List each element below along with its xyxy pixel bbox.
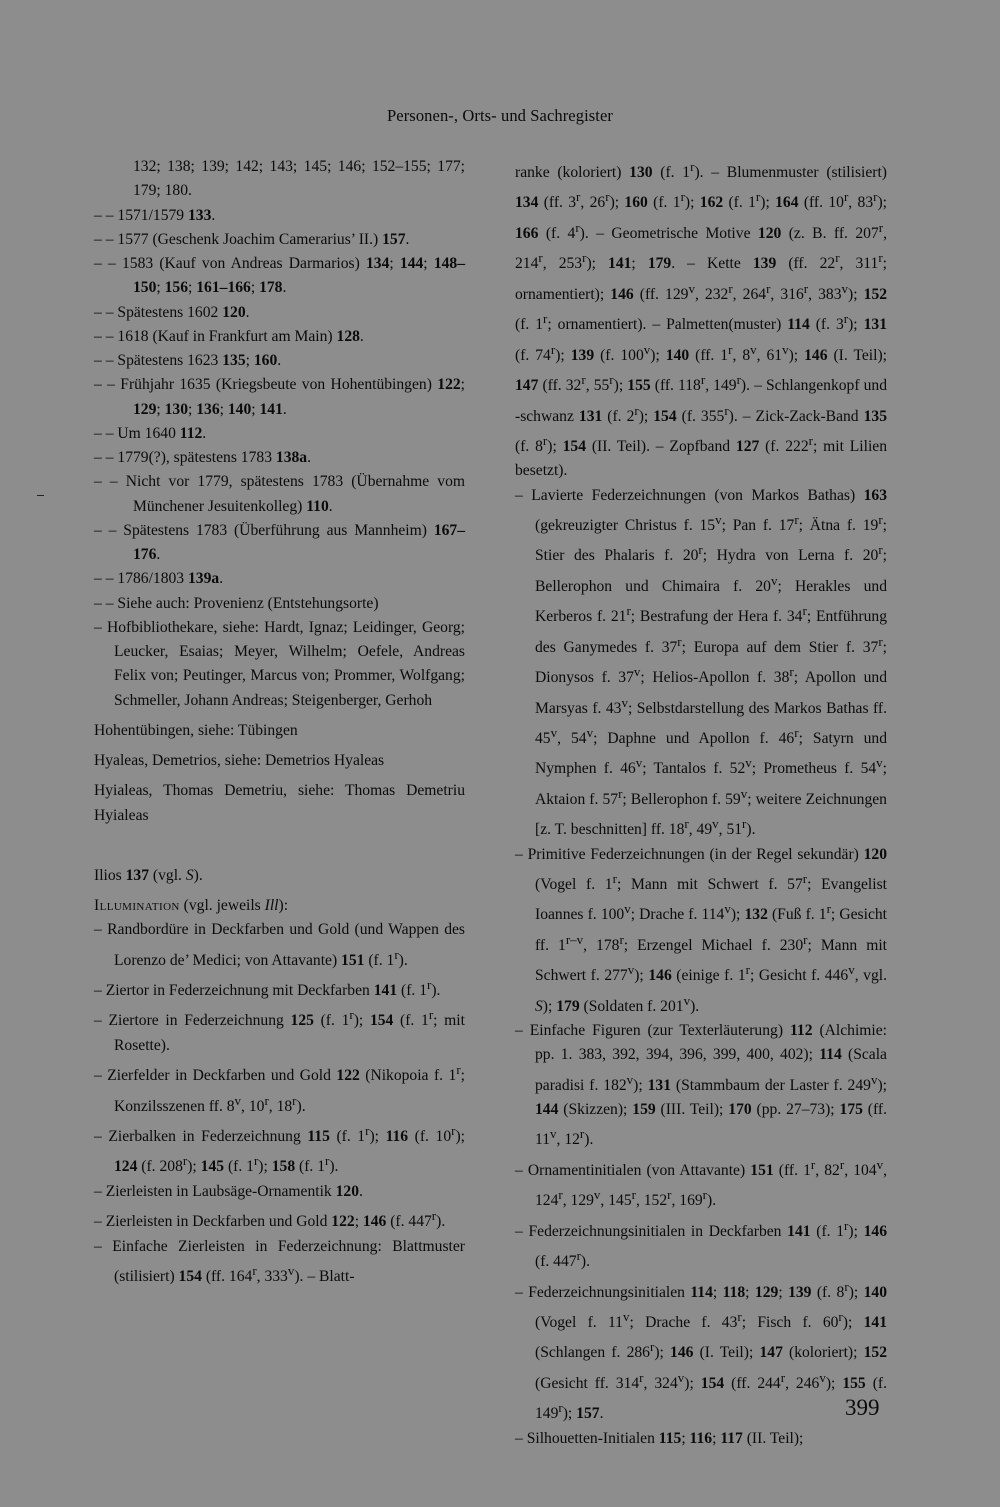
index-entry: – Ziertore in Federzeichnung 125 (f. 1$^r$); 154 (f. 1$^r$; mit Rosette). xyxy=(94,1007,465,1054)
index-entry: – – Spätestens 1783 (Überführung aus Mannheim) 167–176. xyxy=(94,521,465,563)
index-entry: Hyaleas, Demetrios, siehe: Demetrios Hyaleas xyxy=(94,752,385,769)
index-entry: Hyialeas, Thomas Demetriu, siehe: Thomas Demetriu Hyialeas xyxy=(94,782,465,824)
index-entry: – Zierfelder in Deckfarben und Gold 122 (Nikopoia f. 1$^r$; Konzilsszenen ff. 8$^v$, 10$^r$, 18$^r$). xyxy=(94,1062,465,1115)
left-column xyxy=(94,155,465,1289)
index-entry: – – 1786/1803 139a. xyxy=(94,570,224,588)
index-entry: – Randbordüre in Deckfarben und Gold (und Wappen des Lorenzo de’ Medici; von Attavante) 151 (f. 1$^r$). xyxy=(94,921,465,969)
index-entry: – – Spätestens 1623 135; 160. xyxy=(94,352,282,369)
index-entry: – – 1571/1579 133. xyxy=(94,206,216,224)
right-column xyxy=(515,155,887,1451)
index-entry: 132; 138; 139; 142; 143; 145; 146; 152–155; 177; 179; 180. xyxy=(133,158,465,200)
index-entry: – – Frühjahr 1635 (Kriegsbeute von Hohentübingen) 122; 129; 130; 136; 140; 141. xyxy=(94,376,465,418)
index-entry: – – Nicht vor 1779, spätestens 1783 (Übernahme vom Münchener Jesuitenkolleg) 110. xyxy=(94,473,465,515)
index-entry: – – Siehe auch: Provenienz (Entstehungsorte) xyxy=(94,594,379,612)
index-entry: – Hofbibliothekare, siehe: Hardt, Ignaz; Leidinger, Georg; Leucker, Esaias; Meyer, Wilhelm; Oefele, Andreas Felix von; Peutinger, Marcus von; Prommer, Wolfgang; Schmeller, Johann Andreas; Steigenberger, Gerhoh xyxy=(94,618,465,709)
index-entry: – Einfache Zierleisten in Federzeichnung: Blattmuster (stilisiert) 154 (ff. 164$^r$, 333$^v$). – Blatt- xyxy=(94,1237,465,1285)
index-entry: – Ornamentinitialen (von Attavante) 151 (ff. 1$^r$, 82$^r$, 104$^v$, 124$^r$, 129$^v$, 145$^r$, 152$^r$, 169$^r$). xyxy=(515,1156,888,1210)
index-entry: – – Um 1640 112. xyxy=(94,424,207,442)
index-entry: ranke (koloriert) 130 (f. 1$^r$). – Blumenmuster (stilisiert) 134 (ff. 3$^r$, 26$^r$); 160 (f. 1$^r$); 162 (f. 1$^r$); 164 (ff. 10$^r$, 83$^r$); 166 (f. 4$^r$). – Geometrische Motive 120 (z. B. ff. 207$^r$, 214$^r$, 253$^r$); 141; 179. – Kette 139 (ff. 22$^r$, 311$^r$; ornamentiert); 146 (ff. 129$^v$, 232$^r$, 264$^r$, 316$^r$, 383$^v$); 152 (f. 1$^r$; ornamentiert). – Palmetten(muster) 114 (f. 3$^r$); 131 (f. 74$^r$); 139 (f. 100$^v$); 140 (ff. 1$^r$, 8$^v$, 61$^v$); 146 (I. Teil); 147 (ff. 32$^r$, 55$^r$); 155 (ff. 118$^r$, 149$^r$). – Schlangenkopf und -schwanz 131 (f. 2$^r$); 154 (f. 355$^r$). – Zick-Zack-Band 135 (f. 8$^r$); 154 (II. Teil). – Zopfband 127 (f. 222$^r$; mit Lilien besetzt). xyxy=(515,159,888,480)
page-number: 399 xyxy=(845,1395,880,1420)
index-entry: – – 1583 (Kauf von Andreas Darmarios) 134; 144; 148–150; 156; 161–166; 178. xyxy=(94,255,466,297)
index-entry: – – 1577 (Geschenk Joachim Camerarius’ II.) 157. xyxy=(94,230,410,248)
index-entry: Illumination (vgl. jeweils Ill): xyxy=(94,897,289,914)
index-entry: – – 1779(?), spätestens 1783 138a. xyxy=(94,449,311,466)
index-entry: – Silhouetten-Initialen 115; 116; 117 (II. Teil); xyxy=(515,1429,804,1447)
index-entry: – – Spätestens 1602 120. xyxy=(94,303,250,321)
running-header: Personen-, Orts- und Sachregister xyxy=(387,106,613,125)
index-entry: Hohentübingen, siehe: Tübingen xyxy=(94,721,298,739)
index-entry: – Federzeichnungsinitialen 114; 118; 129; 139 (f. 8$^r$); 140 (Vogel f. 11$^v$; Drache f. 43$^r$; Fisch f. 60$^r$); 141 (Schlangen f. 286$^r$); 146 (I. Teil); 147 (koloriert); 152 (Gesicht ff. 314$^r$, 324$^v$); 154 (ff. 244$^r$, 246$^v$); 155 (f. 149$^r$); 157. xyxy=(515,1278,888,1423)
index-entry: – Zierbalken in Federzeichnung 115 (f. 1$^r$); 116 (f. 10$^r$); 124 (f. 208$^r$); 145 (f. 1$^r$); 158 (f. 1$^r$). xyxy=(94,1122,465,1176)
index-entry: – Lavierte Federzeichnungen (von Markos Bathas) 163 (gekreuzigter Christus f. 15$^v$; Pan f. 17$^r$; Ätna f. 19$^r$; Stier des Phalaris f. 20$^r$; Hydra von Lerna f. 20$^r$; Bellerophon und Chimaira f. 20$^v$; Herakles und Kerberos f. 21$^r$; Bestrafung der Hera f. 34$^r$; Entführung des Ganymedes f. 37$^r$; Europa auf dem Stier f. 37$^r$; Dionysos f. 37$^v$; Helios-Apollon f. 38$^r$; Apollon und Marsyas f. 43$^v$; Selbstdarstellung des Markos Bathas ff. 45$^v$, 54$^v$; Daphne und Apollon f. 46$^r$; Satyrn und Nymphen f. 46$^v$; Tantalos f. 52$^v$; Prometheus f. 54$^v$; Aktaion f. 57$^r$; Bellerophon f. 59$^v$; weitere Zeichnungen [z. T. beschnitten] ff. 18$^r$, 49$^v$, 51$^r$). xyxy=(515,486,888,839)
index-entry: – Einfache Figuren (zur Texterläuterung) 112 (Alchimie: pp. 1. 383, 392, 394, 396, 399, 400, 402); 114 (Scala paradisi f. 182$^v$); 131 (Stammbaum der Laster f. 249$^v$); 144 (Skizzen); 159 (III. Teil); 170 (pp. 27–73); 175 (ff. 11$^v$, 12$^r$). xyxy=(515,1022,888,1149)
index-entry: – Primitive Federzeichnungen (in der Regel sekundär) 120 (Vogel f. 1$^r$; Mann mit Schwert f. 57$^r$; Evangelist Ioannes f. 100$^v$; Drache f. 114$^v$); 132 (Fuß f. 1$^r$; Gesicht ff. 1$^{r-v}$, 178$^r$; Erzengel Michael f. 230$^r$; Mann mit Schwert f. 277$^v$); 146 (einige f. 1$^r$; Gesicht f. 446$^v$, vgl. S); 179 (Soldaten f. 201$^v$). xyxy=(515,845,888,1015)
index-entry: – Zierleisten in Deckfarben und Gold 122; 146 (f. 447$^r$). xyxy=(94,1208,446,1231)
index-entry: – Federzeichnungsinitialen in Deckfarben 141 (f. 1$^r$); 146 (f. 447$^r$). xyxy=(515,1217,887,1271)
index-entry: – – 1618 (Kauf in Frankfurt am Main) 128. xyxy=(94,327,364,345)
margin-mark xyxy=(37,495,44,496)
index-entry: – Zierleisten in Laubsäge-Ornamentik 120. xyxy=(94,1182,363,1200)
index-entry: – Ziertor in Federzeichnung mit Deckfarben 141 (f. 1$^r$). xyxy=(94,976,441,1000)
index-entry: Ilios 137 (vgl. S). xyxy=(94,866,203,884)
